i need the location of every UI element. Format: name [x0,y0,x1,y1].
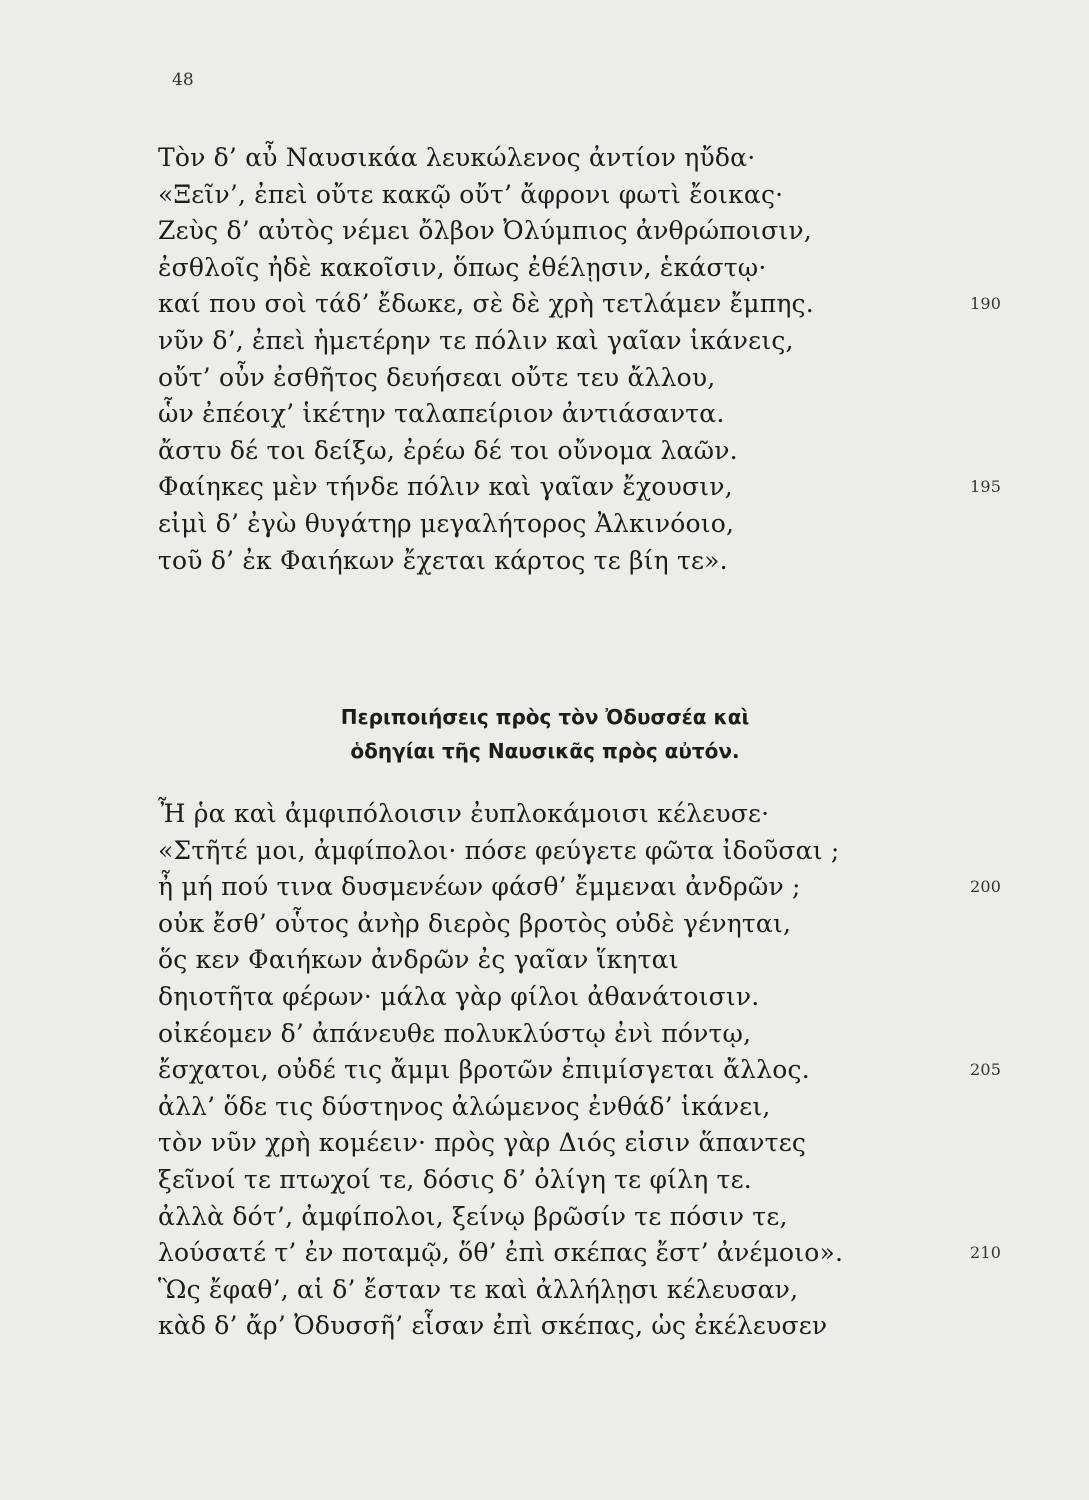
verse-line [158,1052,1018,1089]
verse-text: δηιοτῆτα φέρων· μάλα γὰρ φίλοι ἀθανάτοισιν. [158,981,760,1011]
verse-text: Τὸν δ’ αὖ Ναυσικάα λευκώλενος ἀντίον ηὔδα· [158,143,756,172]
verse-text: οὔτ’ οὖν ἐσθῆτος δευήσεαι οὔτε τευ ἄλλου, [158,362,716,392]
line-number: 200 [970,877,1002,897]
verse-text: νῦν δ’, ἐπεὶ ἡμετέρην τε πόλιν καὶ γαῖαν ἱκάνεις, [158,325,794,355]
verse-line [158,140,1018,177]
verse-text: Ζεὺς δ’ αὐτὸς νέμει ὄλβον Ὀλύμπιος ἀνθρώποισιν, [158,216,812,246]
verse-line [158,1199,1018,1236]
verse-text: ἄστυ δέ τοι δείξω, ἐρέω δέ τοι οὔνομα λαῶν. [158,435,738,465]
verse-text: ὅς κεν Φαιήκων ἀνδρῶν ἐς γαῖαν ἵκηται [158,945,679,975]
verse-stanza-2 [158,796,1018,1345]
verse-text: τὸν νῦν χρὴ κομέειν· πρὸς γὰρ Διός εἰσιν ἅπαντες [158,1128,807,1158]
line-number: 190 [970,294,1002,314]
verse-line [158,506,1018,543]
verse-text: «Ξεῖν’, ἐπεὶ οὔτε κακῷ οὔτ’ ἄφρονι φωτὶ ἔοικας· [158,179,784,209]
verse-line [158,177,1018,214]
verse-line [158,796,1018,833]
verse-line [158,1162,1018,1199]
line-number: 210 [970,1243,1002,1263]
verse-text: εἰμὶ δ’ ἐγὼ θυγάτηρ μεγαλήτορος Ἀλκινόοιο, [158,508,735,538]
verse-text: ἦ μή πού τινα δυσμενέων φάσθ’ ἔμμεναι ἀνδρῶν ; [158,872,801,902]
verse-line [158,1272,1018,1309]
verse-text: οὐκ ἔσθ’ οὗτος ἀνὴρ διερὸς βροτὸς οὐδὲ γένηται, [158,908,792,938]
verse-line [158,543,1018,580]
verse-text: «Στῆτέ μοι, ἀμφίπολοι· πόσε φεύγετε φῶτα ἰδοῦσαι ; [158,835,840,865]
verse-text: λούσατέ τ’ ἐν ποταμῷ, ὅθ’ ἐπὶ σκέπας ἔστ’ ἀνέμοιο». [158,1238,844,1268]
verse-line [158,942,1018,979]
verse-text: οἰκέομεν δ’ ἀπάνευθε πολυκλύστῳ ἐνὶ πόντῳ, [158,1018,752,1048]
verse-line [158,1125,1018,1162]
verse-line [158,250,1018,287]
verse-line [158,1016,1018,1053]
verse-line [158,869,1018,906]
line-number: 205 [970,1060,1002,1080]
verse-line [158,286,1018,323]
verse-text: Φαίηκες μὲν τήνδε πόλιν καὶ γαῖαν ἔχουσιν, [158,472,733,502]
verse-line [158,1308,1018,1345]
verse-text: τοῦ δ’ ἐκ Φαιήκων ἔχεται κάρτος τε βίη τε». [158,545,728,575]
verse-text: ἀλλ’ ὅδε τις δύστηνος ἀλώμενος ἐνθάδ’ ἱκάνει, [158,1091,771,1121]
verse-text: ἀλλὰ δότ’, ἀμφίπολοι, ξείνῳ βρῶσίν τε πόσιν τε, [158,1201,788,1231]
verse-line [158,433,1018,470]
verse-text: ὧν ἐπέοιχ’ ἱκέτην ταλαπείριον ἀντιάσαντα. [158,399,725,429]
verse-line [158,979,1018,1016]
verse-line [158,833,1018,870]
line-number: 195 [970,477,1002,497]
section-heading-line-1: Περιποιήσεις πρὸς τὸν Ὀδυσσέα καὶ [340,705,750,729]
verse-text: ἐσθλοῖς ἠδὲ κακοῖσιν, ὅπως ἐθέλῃσιν, ἑκάστῳ· [158,252,767,282]
verse-text: ξεῖνοί τε πτωχοί τε, δόσις δ’ ὀλίγη τε φίλη τε. [158,1164,752,1194]
page-number: 48 [172,70,194,90]
verse-line [158,213,1018,250]
verse-line [158,906,1018,943]
verse-text: καί που σοὶ τάδ’ ἔδωκε, σὲ δὲ χρὴ τετλάμεν ἔμπης. [158,289,814,319]
verse-line [158,360,1018,397]
verse-line [158,1235,1018,1272]
verse-line [158,1089,1018,1126]
section-heading-line-2: ὁδηγίαι τῆς Ναυσικᾶς πρὸς αὐτόν. [350,739,740,763]
verse-text: Ὣς ἔφαθ’, αἱ δ’ ἔσταν τε καὶ ἀλλήλῃσι κέλευσαν, [158,1274,799,1304]
verse-text: ἔσχατοι, οὐδέ τις ἄμμι βροτῶν ἐπιμίσγεται ἄλλος. [158,1055,810,1085]
verse-line [158,396,1018,433]
section-heading [150,700,940,768]
verse-text: κὰδ δ’ ἄρ’ Ὀδυσσῆ’ εἷσαν ἐπὶ σκέπας, ὡς ἐκέλευσεν [158,1311,828,1341]
verse-stanza-1 [158,140,1018,579]
verse-line [158,469,1018,506]
verse-text: Ἦ ῥα καὶ ἀμφιπόλοισιν ἐυπλοκάμοισι κέλευσε· [158,799,770,828]
verse-line [158,323,1018,360]
